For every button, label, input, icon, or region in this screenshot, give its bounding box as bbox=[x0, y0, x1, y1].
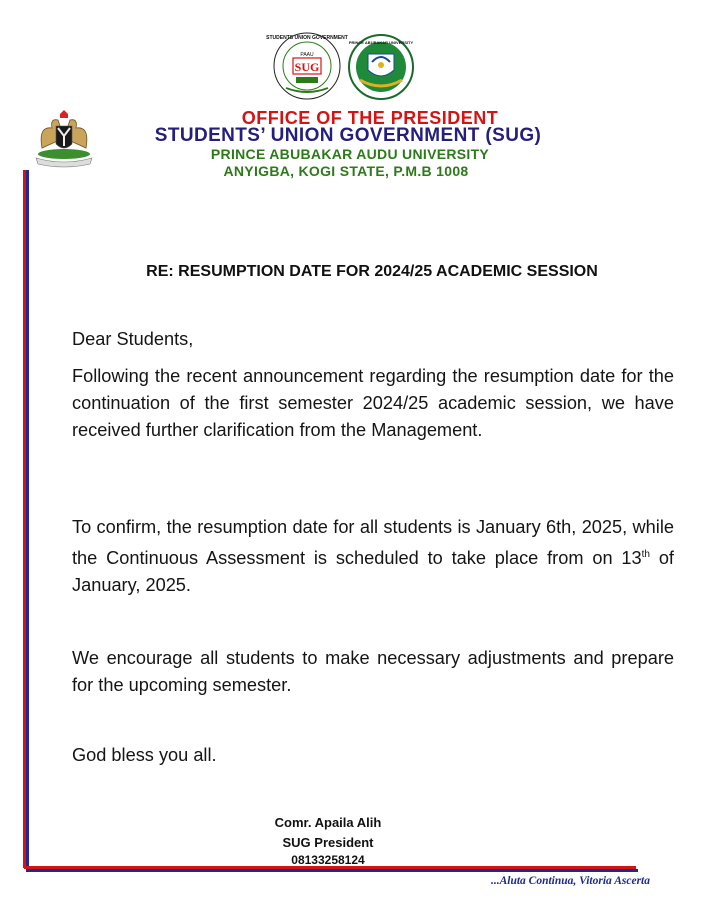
sug-logo-icon bbox=[266, 30, 348, 102]
paragraph-2-part-1: To confirm, the resumption date for all students is January 6th, 2025, while the Continuous Assessment is scheduled to take place from on 13 bbox=[72, 517, 674, 569]
paragraph-2 bbox=[72, 514, 674, 599]
paragraph-2-superscript: th bbox=[641, 549, 650, 560]
signatory-name: Comr. Apaila Alih bbox=[274, 815, 382, 830]
sug-inner-text: PAAU bbox=[300, 52, 314, 58]
sug-ring-text: STUDENTS UNION GOVERNMENT bbox=[266, 35, 348, 41]
office-heading: OFFICE OF THE PRESIDENT bbox=[241, 108, 499, 128]
closing-line: God bless you all. bbox=[72, 745, 217, 765]
signatory-phone: 08133258124 bbox=[291, 853, 365, 867]
paragraph-2-part-2: of January, 2025. bbox=[72, 548, 674, 596]
letter-subject: RE: RESUMPTION DATE FOR 2024/25 ACADEMIC SESSION bbox=[146, 263, 598, 280]
nigeria-coat-of-arms-icon bbox=[28, 108, 100, 170]
signatory-title: SUG President bbox=[282, 835, 374, 850]
motto: ...Aluta Continua, Vitoria Ascerta bbox=[490, 875, 650, 887]
government-heading: STUDENTS’ UNION GOVERNMENT (SUG) bbox=[154, 125, 542, 146]
university-crest-icon bbox=[346, 34, 416, 100]
sug-badge-text: SUG bbox=[294, 60, 320, 74]
paragraph-3: We encourage all students to make necessary adjustments and prepare for the upcoming semester. bbox=[72, 648, 674, 695]
paragraph-1: Following the recent announcement regarding the resumption date for the continuation of the first semester 2024/25 academic session, we have received further clarification from the Management. bbox=[72, 366, 674, 440]
university-address: ANYIGBA, KOGI STATE, P.M.B 1008 bbox=[223, 163, 469, 179]
salutation: Dear Students, bbox=[72, 329, 194, 349]
univ-ring-text: PRINCE ABUBAKAR UNIVERSITY bbox=[348, 40, 414, 45]
left-border-blue bbox=[26, 170, 29, 868]
bottom-border-blue bbox=[26, 869, 638, 872]
university-name: PRINCE ABUBAKAR AUDU UNIVERSITY bbox=[210, 146, 490, 162]
